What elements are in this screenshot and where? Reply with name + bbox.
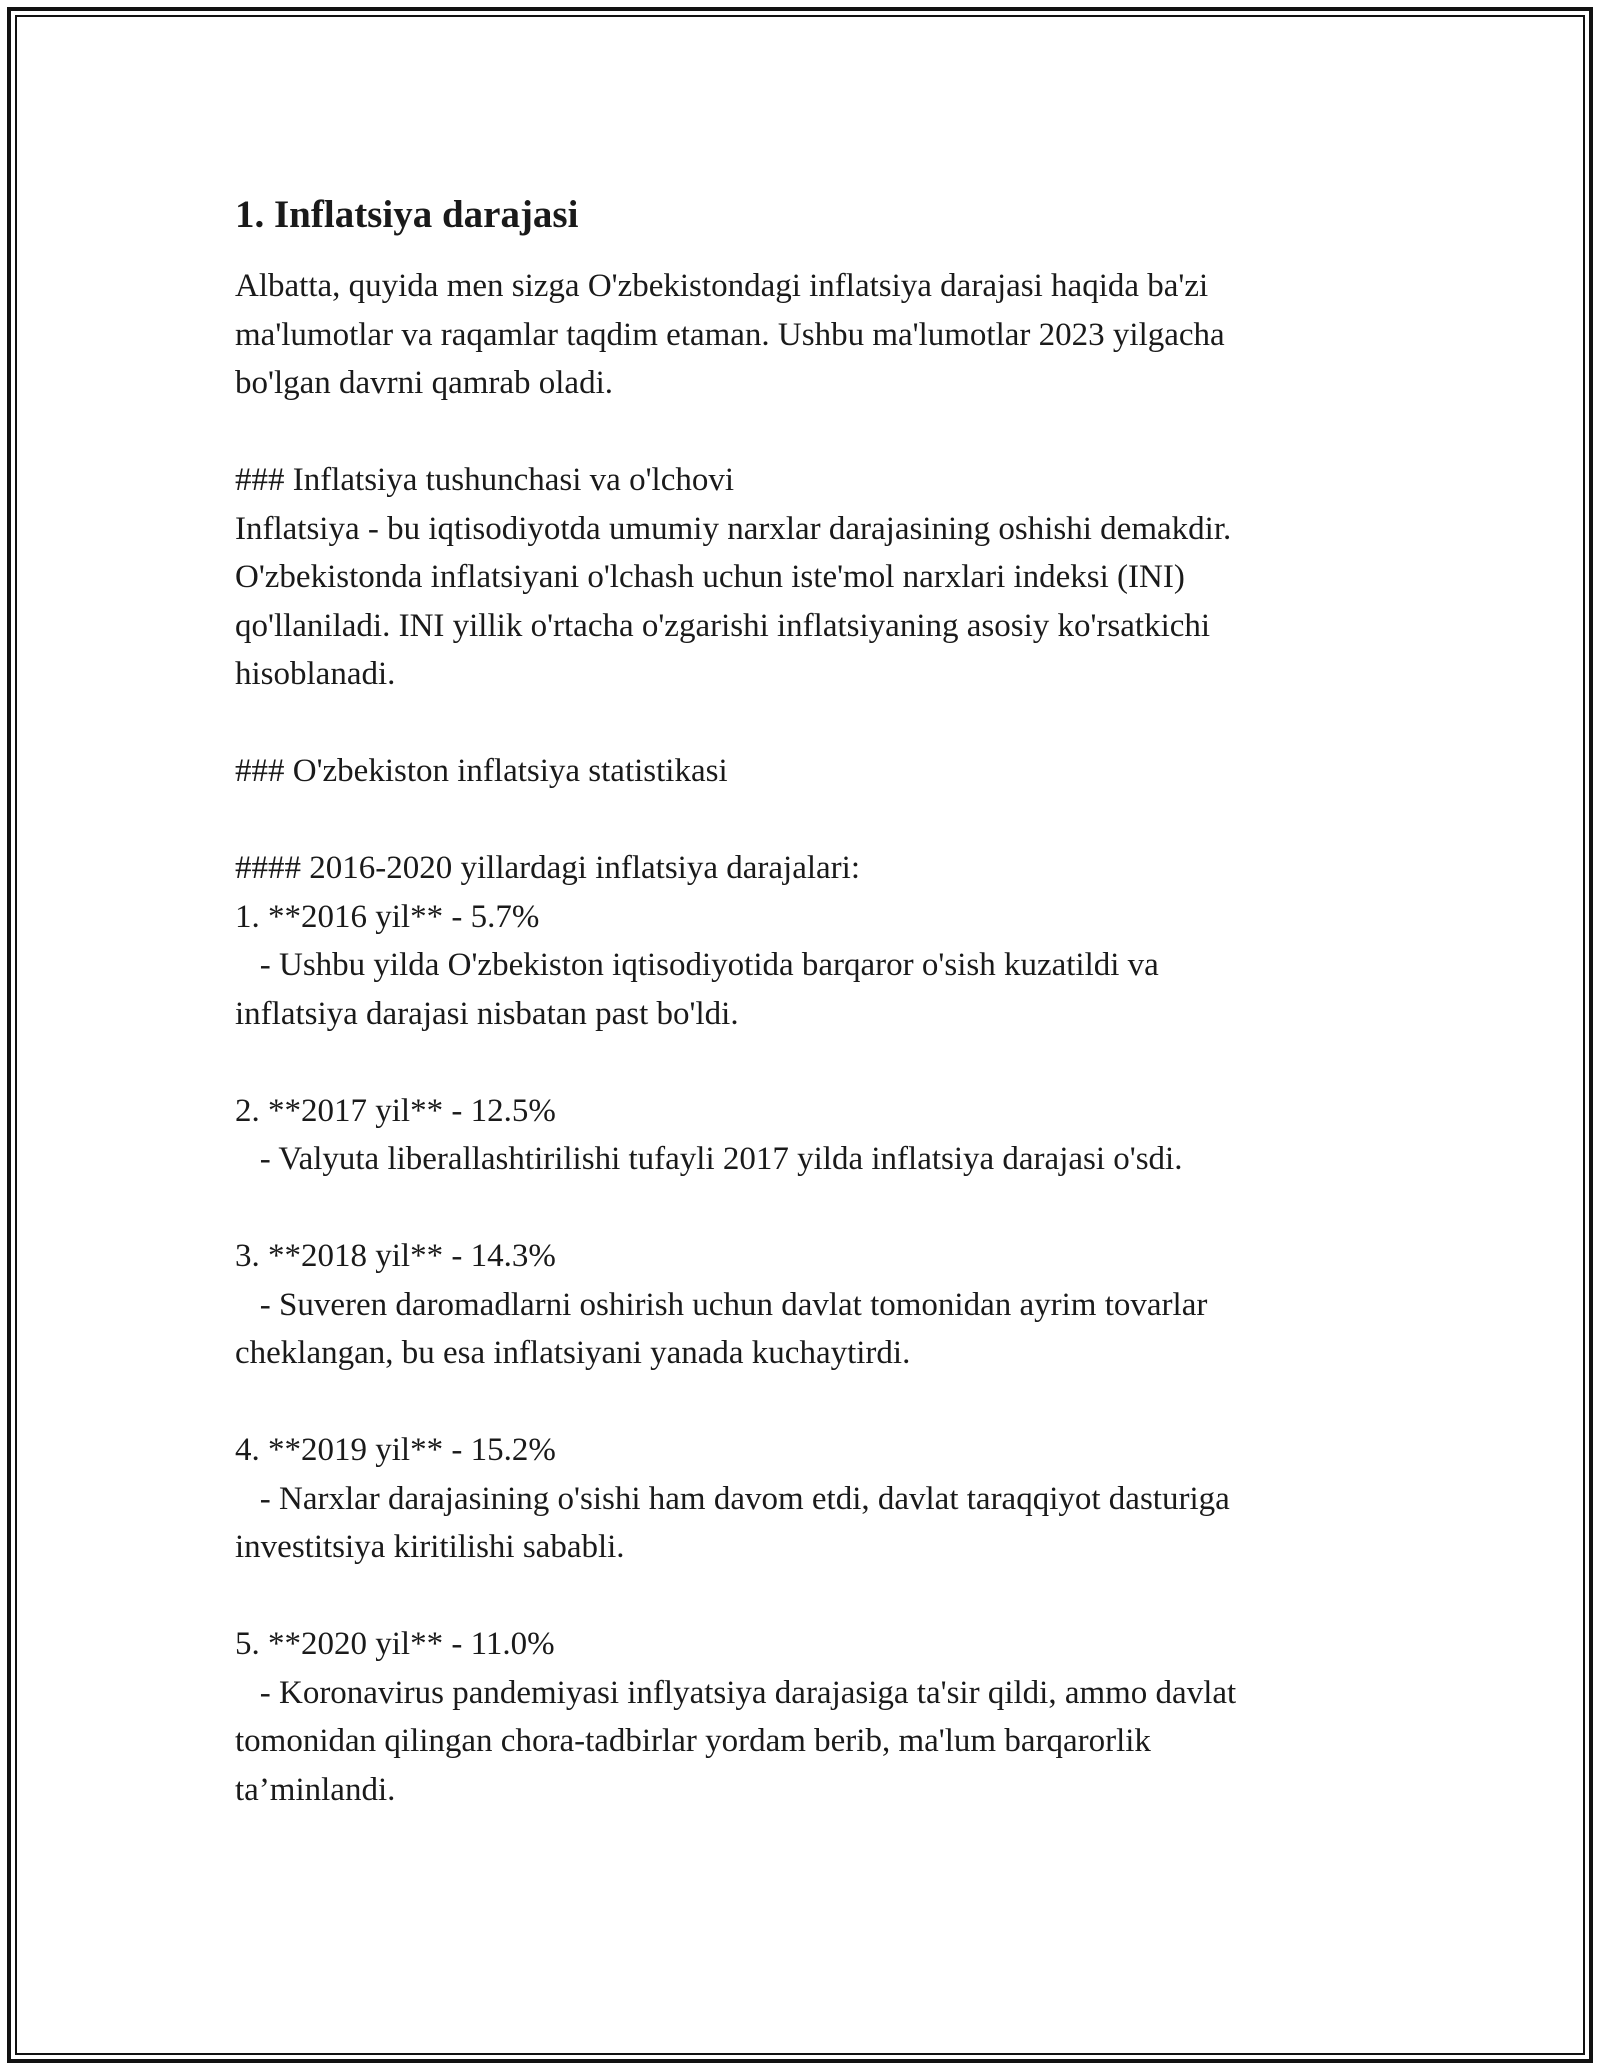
rate-item-note: - Koronavirus pandemiyasi inflyatsiya darajasiga ta'sir qildi, ammo davlat tomonidan qilingan chora-tadbirlar yordam berib, ma'lum barqarorlik ta’minlandi. [235, 1674, 1237, 1808]
rates-list [235, 893, 1395, 1815]
rate-item-note: - Narxlar darajasining o'sishi ham davom etdi, davlat taraqqiyot dasturiga investitsiya kiritilishi sababli. [235, 1480, 1230, 1565]
rate-item-title: 4. **2019 yil** - 15.2% [235, 1432, 556, 1468]
spacer [235, 1378, 1395, 1427]
rates-heading: #### 2016-2020 yillardagi inflatsiya darajalari: [235, 850, 860, 886]
document-body [235, 190, 1395, 1814]
list-item [235, 1232, 1395, 1378]
list-item [235, 1087, 1395, 1184]
rate-item-note: - Suveren daromadlarni oshirish uchun davlat tomonidan ayrim tovarlar cheklangan, bu esa inflatsiyani yanada kuchaytirdi. [235, 1286, 1208, 1371]
intro-paragraph: Albatta, quyida men sizga O'zbekistondagi inflatsiya darajasi haqida ba'zi ma'lumotlar va raqamlar taqdim etaman. Ushbu ma'lumotlar 2023 yilgacha bo'lgan davrni qamrab oladi. [235, 268, 1225, 401]
concept-heading: ### Inflatsiya tushunchasi va o'lchovi [235, 462, 735, 498]
spacer [235, 408, 1395, 457]
list-item [235, 1426, 1395, 1572]
concept-paragraph: Inflatsiya - bu iqtisodiyotda umumiy narxlar darajasining oshishi demakdir. O'zbekistonda inflatsiyani o'lchash uchun iste'mol narxlari indeksi (INI) qo'llaniladi. INI yillik o'rtacha o'zgarishi inflatsiyaning asosiy ko'rsatkichi hisoblanadi. [235, 510, 1232, 692]
spacer [235, 1038, 1395, 1087]
list-item [235, 893, 1395, 1039]
spacer [235, 1572, 1395, 1621]
spacer [235, 699, 1395, 748]
rate-item-title: 3. **2018 yil** - 14.3% [235, 1238, 556, 1274]
rate-item-title: 2. **2017 yil** - 12.5% [235, 1092, 556, 1129]
spacer [235, 1184, 1395, 1233]
rate-item-note: - Valyuta liberallashtirilishi tufayli 2017 yilda inflatsiya darajasi o'sdi. [235, 1141, 1183, 1177]
rate-item-note: - Ushbu yilda O'zbekiston iqtisodiyotida barqaror o'sish kuzatildi va inflatsiya darajasi nisbatan past bo'ldi. [235, 947, 1159, 1032]
spacer [235, 796, 1395, 845]
stats-heading: ### O'zbekiston inflatsiya statistikasi [235, 753, 728, 789]
rate-item-title: 5. **2020 yil** - 11.0% [235, 1626, 555, 1662]
rate-item-title: 1. **2016 yil** - 5.7% [235, 898, 540, 935]
document-title: 1. Inflatsiya darajasi [235, 193, 579, 236]
list-item [235, 1620, 1395, 1814]
